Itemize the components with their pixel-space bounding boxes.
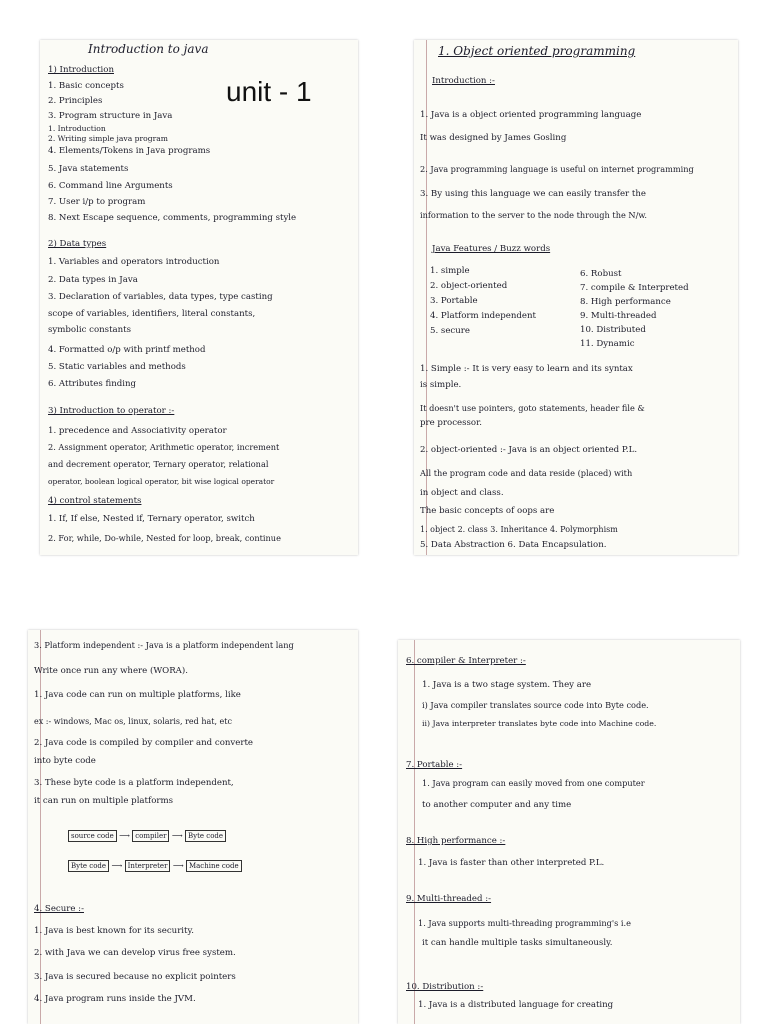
note-line: All the program code and data reside (placed) with xyxy=(420,468,633,478)
note-line: 5. Data Abstraction 6. Data Encapsulation. xyxy=(420,540,607,550)
arrow-right-icon: ⟶ xyxy=(171,831,186,840)
note-line: 6. Robust xyxy=(580,269,622,279)
note-line: 8. Next Escape sequence, comments, programming style xyxy=(48,213,297,223)
note-line: 6. compiler & Interpreter :- xyxy=(406,656,526,666)
note-line: 1. Java is faster than other interpreted P.L. xyxy=(418,858,605,868)
note-line: 1. Java is a distributed language for creating xyxy=(418,1000,614,1010)
flow-box: Machine code xyxy=(186,860,242,872)
flow-box: source code xyxy=(68,830,117,842)
note-line: 1. Java is a object oriented programming language xyxy=(420,110,642,120)
note-line: 4. Elements/Tokens in Java programs xyxy=(48,146,211,156)
note-line: 3. Declaration of variables, data types, type casting xyxy=(48,292,273,302)
note-line: to another computer and any time xyxy=(422,800,572,810)
note-line: 6. Command line Arguments xyxy=(48,181,173,191)
page-title: 1. Object oriented programming xyxy=(438,44,636,58)
note-line: The basic concepts of oops are xyxy=(420,506,555,516)
note-line: 2. Data types in Java xyxy=(48,275,138,285)
unit-label: unit - 1 xyxy=(226,76,312,107)
flow-box: Byte code xyxy=(185,830,226,842)
note-line: 1. Java code can run on multiple platforms, like xyxy=(34,690,241,700)
note-line: scope of variables, identifiers, literal constants, xyxy=(48,309,256,319)
note-line: 2. Writing simple java program xyxy=(48,134,168,143)
notebook-page-1 xyxy=(40,40,358,555)
notebook-page-3 xyxy=(28,630,358,1024)
flow-box: Interpreter xyxy=(125,860,171,872)
note-line: 2. Java code is compiled by compiler and converte xyxy=(34,738,254,748)
note-line: Java Features / Buzz words xyxy=(432,244,551,254)
interpret-flow xyxy=(68,860,242,872)
note-line: 5. Java statements xyxy=(48,164,129,174)
note-line: it can run on multiple platforms xyxy=(34,796,174,806)
note-line: 7. compile & Interpreted xyxy=(580,283,689,293)
note-line: 1. If, If else, Nested if, Ternary operator, switch xyxy=(48,514,255,524)
note-line: 11. Dynamic xyxy=(580,339,635,349)
note-line: 2. Principles xyxy=(48,96,103,106)
note-line: 1. precedence and Associativity operator xyxy=(48,426,227,436)
note-line: 2. object-oriented xyxy=(430,281,508,291)
note-line: 1. Java supports multi-threading programming's i.e xyxy=(418,918,631,928)
arrow-right-icon: ⟶ xyxy=(119,831,133,840)
note-line: 2. object-oriented :- Java is an object oriented P.L. xyxy=(420,445,638,455)
arrow-right-icon: ⟶ xyxy=(111,861,125,870)
note-line: 3) Introduction to operator :- xyxy=(48,406,175,416)
note-line: 1. Java is best known for its security. xyxy=(34,926,194,936)
note-line: 1. Java program can easily moved from one computer xyxy=(422,778,645,788)
note-line: ii) Java interpreter translates byte code into Machine code. xyxy=(422,719,657,728)
note-line: symbolic constants xyxy=(48,325,132,335)
note-line: in object and class. xyxy=(420,488,504,498)
note-line: 1) Introduction xyxy=(48,65,114,75)
note-line: 9. Multi-threaded xyxy=(580,311,657,321)
note-line: 4. Platform independent xyxy=(430,311,536,321)
note-line: 1. Basic concepts xyxy=(48,81,124,91)
note-line: 1. Variables and operators introduction xyxy=(48,257,220,267)
note-line: 1. Java is a two stage system. They are xyxy=(422,680,592,690)
note-line: 7. Portable :- xyxy=(406,760,463,770)
note-line: 2. with Java we can develop virus free system. xyxy=(34,948,236,958)
note-line: Introduction :- xyxy=(432,76,495,86)
note-line: 6. Attributes finding xyxy=(48,379,137,389)
note-line: 10. Distributed xyxy=(580,325,646,335)
note-line: it can handle multiple tasks simultaneously. xyxy=(422,938,613,948)
note-line: 2. Assignment operator, Arithmetic operator, increment xyxy=(48,442,280,452)
note-line: 10. Distribution :- xyxy=(406,982,484,992)
note-line: operator, boolean logical operator, bit wise logical operator xyxy=(48,477,275,486)
note-line: i) Java compiler translates source code into Byte code. xyxy=(422,700,649,710)
flow-box: Byte code xyxy=(68,860,109,872)
note-line: It was designed by James Gosling xyxy=(420,133,567,143)
note-line: and decrement operator, Ternary operator, relational xyxy=(48,459,269,469)
note-line: 4. Formatted o/p with printf method xyxy=(48,345,206,355)
note-line: 2. Java programming language is useful on internet programming xyxy=(420,164,694,174)
note-line: 3. Program structure in Java xyxy=(48,111,173,121)
note-line: 8. High performance xyxy=(580,297,671,307)
notebook-page-4 xyxy=(398,640,740,1024)
compile-flow xyxy=(68,830,226,842)
note-line: 4. Secure :- xyxy=(34,904,84,914)
note-line: 2) Data types xyxy=(48,239,107,249)
note-line: 5. Static variables and methods xyxy=(48,362,186,372)
note-line: It doesn't use pointers, goto statements, header file & xyxy=(420,403,645,413)
note-line: 8. High performance :- xyxy=(406,836,506,846)
note-line: 4. Java program runs inside the JVM. xyxy=(34,994,196,1004)
note-line: 3. These byte code is a platform independent, xyxy=(34,778,234,788)
note-line: 2. For, while, Do-while, Nested for loop, break, continue xyxy=(48,533,281,543)
note-line: information to the server to the node through the N/w. xyxy=(420,210,647,220)
note-line: 3. Java is secured because no explicit pointers xyxy=(34,972,236,982)
note-line: into byte code xyxy=(34,756,96,766)
note-line: 3. Portable xyxy=(430,296,478,306)
note-line: ex :- windows, Mac os, linux, solaris, red hat, etc xyxy=(34,717,232,726)
arrow-right-icon: ⟶ xyxy=(172,861,186,870)
note-line: pre processor. xyxy=(420,418,482,428)
margin-line xyxy=(414,640,415,1024)
note-line: 3. By using this language we can easily transfer the xyxy=(420,189,646,199)
note-line: 1. Simple :- It is very easy to learn and its syntax xyxy=(420,364,633,374)
note-line: 1. object 2. class 3. Inheritance 4. Polymorphism xyxy=(420,525,618,534)
page-title: Introduction to java xyxy=(88,42,209,56)
note-line: 7. User i/p to program xyxy=(48,197,146,207)
flow-box: compiler xyxy=(132,830,169,842)
note-line: Write once run any where (WORA). xyxy=(34,666,188,676)
note-line: 9. Multi-threaded :- xyxy=(406,894,492,904)
note-line: 5. secure xyxy=(430,326,470,336)
notebook-page-2 xyxy=(414,40,738,555)
note-line: is simple. xyxy=(420,380,462,390)
note-line: 3. Platform independent :- Java is a platform independent lang xyxy=(34,640,294,650)
note-line: 4) control statements xyxy=(48,496,142,506)
note-line: 1. Introduction xyxy=(48,124,106,133)
note-line: 1. simple xyxy=(430,266,470,276)
